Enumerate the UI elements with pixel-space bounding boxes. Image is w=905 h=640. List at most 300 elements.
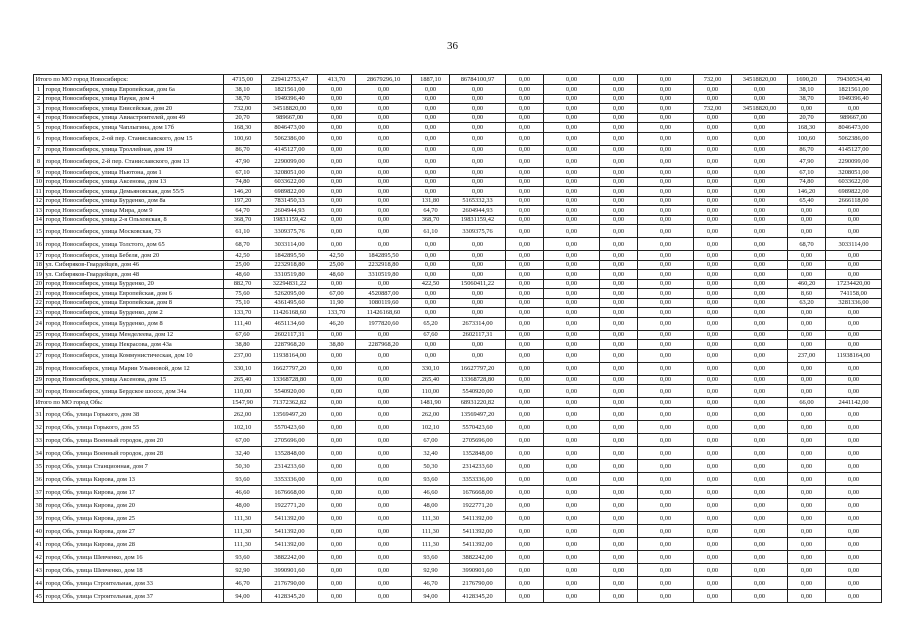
area-cell: 732,00 [694, 104, 732, 114]
cost-cell: 0,00 [732, 460, 788, 473]
cost-cell: 0,00 [732, 238, 788, 251]
cost-cell: 0,00 [356, 196, 412, 206]
area-cell: 146,20 [788, 187, 826, 197]
table-row [34, 187, 882, 197]
cost-cell: 0,00 [356, 132, 412, 145]
cost-cell: 0,00 [544, 577, 600, 590]
area-cell: 0,00 [506, 270, 544, 280]
area-cell: 0,00 [506, 385, 544, 398]
row-number: 18 [35, 261, 42, 269]
area-cell: 368,70 [224, 215, 262, 225]
area-cell: 0,00 [506, 447, 544, 460]
area-cell: 38,10 [224, 85, 262, 95]
area-cell: 0,00 [412, 298, 450, 308]
cost-cell: 0,00 [544, 196, 600, 206]
cost-cell: 0,00 [826, 104, 882, 114]
area-cell: 197,20 [224, 196, 262, 206]
area-cell: 0,00 [600, 486, 638, 499]
cost-cell: 0,00 [544, 512, 600, 525]
cost-cell: 1949396,40 [262, 94, 318, 104]
area-cell: 0,00 [788, 486, 826, 499]
area-cell: 64,70 [224, 206, 262, 216]
cost-cell: 0,00 [638, 577, 694, 590]
address-cell: ул. Сибиряков-Гвардейцев, дом 46 [44, 260, 224, 270]
table-row [34, 206, 882, 216]
cost-cell: 0,00 [638, 590, 694, 603]
area-cell: 8,60 [788, 289, 826, 299]
area-cell: 0,00 [600, 538, 638, 551]
cost-cell: 0,00 [638, 308, 694, 318]
area-cell: 0,00 [694, 525, 732, 538]
area-cell: 732,00 [694, 75, 732, 85]
cost-cell: 0,00 [356, 104, 412, 114]
table-body [34, 75, 882, 603]
area-cell: 0,00 [412, 251, 450, 261]
cost-cell: 2705696,00 [262, 434, 318, 447]
table-row [34, 123, 882, 133]
address-cell: город Новосибирск, улица Менделеева, дом 12 [44, 330, 224, 340]
cost-cell: 0,00 [544, 132, 600, 145]
area-cell: 67,00 [412, 434, 450, 447]
cost-cell: 0,00 [638, 132, 694, 145]
area-cell: 0,00 [600, 473, 638, 486]
cost-cell: 0,00 [356, 447, 412, 460]
area-cell: 0,00 [788, 317, 826, 330]
area-cell: 0,00 [600, 238, 638, 251]
area-cell: 48,60 [224, 270, 262, 280]
area-cell: 0,00 [318, 473, 356, 486]
cost-cell: 2176790,00 [262, 577, 318, 590]
cost-cell: 0,00 [732, 512, 788, 525]
area-cell: 0,00 [600, 132, 638, 145]
cost-cell: 3310519,80 [262, 270, 318, 280]
cost-cell: 0,00 [544, 298, 600, 308]
cost-cell: 1352848,00 [262, 447, 318, 460]
cost-cell: 0,00 [826, 206, 882, 216]
table-row [34, 145, 882, 155]
area-cell: 93,60 [224, 551, 262, 564]
area-cell: 0,00 [318, 512, 356, 525]
area-cell: 0,00 [506, 168, 544, 178]
area-cell: 0,00 [694, 375, 732, 385]
area-cell: 0,00 [694, 260, 732, 270]
area-cell: 0,00 [506, 177, 544, 187]
subtotal-row [34, 398, 882, 408]
area-cell: 0,00 [694, 447, 732, 460]
area-cell: 0,00 [694, 460, 732, 473]
area-cell: 20,70 [224, 113, 262, 123]
area-cell: 265,40 [224, 375, 262, 385]
cost-cell: 0,00 [732, 538, 788, 551]
cost-cell: 32294831,22 [262, 279, 318, 289]
area-cell: 46,60 [224, 486, 262, 499]
cost-cell: 3281336,00 [826, 298, 882, 308]
cost-cell: 0,00 [544, 538, 600, 551]
cost-cell: 0,00 [732, 408, 788, 421]
cost-cell: 0,00 [544, 187, 600, 197]
row-number: 16 [34, 238, 44, 251]
cost-cell: 0,00 [638, 385, 694, 398]
address-cell: город Новосибирск, улица Науки, дом 4 [44, 94, 224, 104]
cost-cell: 34518820,00 [732, 104, 788, 114]
cost-cell: 0,00 [638, 260, 694, 270]
address-cell: город Новосибирск, улица Некрасова, дом 43а [44, 340, 224, 350]
area-cell: 93,60 [224, 473, 262, 486]
area-cell: 102,10 [412, 421, 450, 434]
area-cell: 1547,90 [224, 398, 262, 408]
area-cell: 882,70 [224, 279, 262, 289]
cost-cell: 0,00 [544, 168, 600, 178]
cost-cell: 0,00 [544, 447, 600, 460]
area-cell: 0,00 [506, 512, 544, 525]
address-cell: город Новосибирск, улица Европейская, дом 6 [44, 289, 224, 299]
cost-cell: 0,00 [638, 375, 694, 385]
area-cell: 0,00 [694, 398, 732, 408]
area-cell: 0,00 [506, 298, 544, 308]
cost-cell: 0,00 [826, 317, 882, 330]
cost-cell: 0,00 [638, 460, 694, 473]
area-cell: 0,00 [600, 196, 638, 206]
area-cell: 0,00 [694, 251, 732, 261]
cost-cell: 8046473,00 [826, 123, 882, 133]
area-cell: 368,70 [412, 215, 450, 225]
area-cell: 38,10 [788, 85, 826, 95]
address-cell: город Новосибирск, улица Европейская, дом 8 [44, 298, 224, 308]
area-cell: 0,00 [694, 577, 732, 590]
area-cell: 0,00 [318, 168, 356, 178]
cost-cell: 2176790,00 [450, 577, 506, 590]
area-cell: 74,80 [224, 177, 262, 187]
cost-cell: 0,00 [732, 308, 788, 318]
table-row [34, 225, 882, 238]
cost-cell: 2441142,00 [826, 398, 882, 408]
area-cell: 0,00 [318, 385, 356, 398]
cost-cell: 0,00 [356, 538, 412, 551]
area-cell: 168,30 [788, 123, 826, 133]
cost-cell: 0,00 [450, 260, 506, 270]
area-cell: 92,90 [412, 564, 450, 577]
cost-cell: 11938164,00 [826, 349, 882, 362]
cost-cell: 6033622,00 [826, 177, 882, 187]
table-row [34, 260, 882, 270]
area-cell: 0,00 [694, 499, 732, 512]
table-row [34, 104, 882, 114]
cost-cell: 0,00 [544, 85, 600, 95]
address-cell: город Обь, улица Кирова, дом 25 [44, 512, 224, 525]
area-cell: 66,00 [788, 398, 826, 408]
cost-cell: 0,00 [356, 362, 412, 375]
table-row [34, 340, 882, 350]
area-cell: 0,00 [600, 577, 638, 590]
area-cell: 111,30 [412, 538, 450, 551]
cost-cell: 5411392,00 [262, 525, 318, 538]
area-cell: 68,70 [224, 238, 262, 251]
area-cell: 0,00 [318, 132, 356, 145]
area-cell: 0,00 [506, 421, 544, 434]
area-cell: 0,00 [506, 330, 544, 340]
cost-cell: 17234420,00 [826, 279, 882, 289]
area-cell: 0,00 [318, 499, 356, 512]
cost-cell: 6033622,00 [262, 177, 318, 187]
area-cell: 0,00 [694, 123, 732, 133]
area-cell: 46,70 [224, 577, 262, 590]
cost-cell: 0,00 [450, 155, 506, 168]
cost-cell: 4651134,60 [262, 317, 318, 330]
table-row [34, 251, 882, 261]
area-cell: 0,00 [318, 225, 356, 238]
cost-cell: 0,00 [356, 145, 412, 155]
area-cell: 0,00 [694, 155, 732, 168]
cost-cell: 0,00 [732, 317, 788, 330]
cost-cell: 0,00 [638, 362, 694, 375]
area-cell: 0,00 [506, 196, 544, 206]
row-number: 21 [35, 289, 42, 297]
cost-cell: 0,00 [356, 123, 412, 133]
area-cell: 0,00 [600, 408, 638, 421]
area-cell: 0,00 [694, 486, 732, 499]
cost-cell: 0,00 [450, 113, 506, 123]
cost-cell: 3208051,00 [826, 168, 882, 178]
area-cell: 111,40 [224, 317, 262, 330]
area-cell: 0,00 [600, 460, 638, 473]
cost-cell: 0,00 [544, 486, 600, 499]
area-cell: 0,00 [318, 421, 356, 434]
cost-cell: 0,00 [732, 349, 788, 362]
cost-cell: 0,00 [732, 590, 788, 603]
cost-cell: 2602117,31 [262, 330, 318, 340]
cost-cell: 0,00 [356, 512, 412, 525]
area-cell: 0,00 [788, 447, 826, 460]
area-cell: 0,00 [506, 289, 544, 299]
area-cell: 0,00 [694, 340, 732, 350]
cost-cell: 0,00 [638, 75, 694, 85]
cost-cell: 3353336,00 [450, 473, 506, 486]
area-cell: 0,00 [788, 260, 826, 270]
area-cell: 0,00 [600, 434, 638, 447]
area-cell: 0,00 [600, 375, 638, 385]
row-number: 41 [34, 538, 44, 551]
cost-cell: 5165332,33 [450, 196, 506, 206]
table-row [34, 590, 882, 603]
area-cell: 0,00 [412, 168, 450, 178]
cost-cell: 0,00 [732, 340, 788, 350]
area-cell: 0,00 [600, 94, 638, 104]
cost-cell: 0,00 [826, 385, 882, 398]
cost-cell: 5411392,00 [450, 538, 506, 551]
cost-cell: 0,00 [450, 251, 506, 261]
area-cell: 47,90 [224, 155, 262, 168]
area-cell: 0,00 [506, 187, 544, 197]
area-cell: 0,00 [506, 260, 544, 270]
area-cell: 0,00 [600, 330, 638, 340]
cost-cell: 0,00 [732, 577, 788, 590]
cost-cell: 0,00 [732, 132, 788, 145]
area-cell: 0,00 [506, 551, 544, 564]
address-cell: город Новосибирск, улица Коммунистическая, дом 10 [44, 349, 224, 362]
cost-cell: 0,00 [544, 279, 600, 289]
area-cell: 0,00 [506, 434, 544, 447]
table-row [34, 473, 882, 486]
table-row [34, 238, 882, 251]
row-number: 7 [34, 145, 44, 155]
area-cell: 63,20 [788, 298, 826, 308]
cost-cell: 0,00 [638, 447, 694, 460]
area-cell: 0,00 [788, 551, 826, 564]
area-cell: 0,00 [412, 177, 450, 187]
area-cell: 0,00 [318, 590, 356, 603]
area-cell: 0,00 [600, 564, 638, 577]
area-cell: 0,00 [318, 196, 356, 206]
cost-cell: 0,00 [638, 104, 694, 114]
cost-cell: 0,00 [356, 225, 412, 238]
cost-cell: 0,00 [732, 168, 788, 178]
area-cell: 65,20 [412, 317, 450, 330]
row-number: 10 [35, 178, 42, 186]
area-cell: 0,00 [506, 215, 544, 225]
cost-cell: 0,00 [826, 447, 882, 460]
row-number: 33 [34, 434, 44, 447]
area-cell: 68,70 [788, 238, 826, 251]
cost-cell: 0,00 [826, 590, 882, 603]
area-cell: 0,00 [412, 289, 450, 299]
cost-cell: 0,00 [638, 398, 694, 408]
area-cell: 0,00 [694, 538, 732, 551]
area-cell: 0,00 [318, 349, 356, 362]
address-cell: город Новосибирск, улица Енисейская, дом 20 [44, 104, 224, 114]
area-cell: 94,00 [224, 590, 262, 603]
area-cell: 0,00 [694, 408, 732, 421]
cost-cell: 0,00 [544, 460, 600, 473]
address-cell: город Новосибирск, улица Бурденко, 20 [44, 279, 224, 289]
area-cell: 67,60 [412, 330, 450, 340]
area-cell: 0,00 [506, 145, 544, 155]
cost-cell: 989667,00 [262, 113, 318, 123]
cost-cell: 19831159,42 [262, 215, 318, 225]
area-cell: 0,00 [694, 512, 732, 525]
cost-cell: 5411392,00 [450, 525, 506, 538]
area-cell: 0,00 [694, 270, 732, 280]
address-cell: город Обь, улица Военный городок, дом 28 [44, 447, 224, 460]
cost-cell: 0,00 [356, 460, 412, 473]
cost-cell: 0,00 [544, 270, 600, 280]
table-row [34, 525, 882, 538]
area-cell: 0,00 [694, 132, 732, 145]
cost-cell: 1922771,20 [262, 499, 318, 512]
cost-cell: 0,00 [732, 145, 788, 155]
address-cell: город Обь, улица Горького, дом 55 [44, 421, 224, 434]
area-cell: 0,00 [600, 75, 638, 85]
area-cell: 0,00 [694, 145, 732, 155]
cost-cell: 0,00 [544, 434, 600, 447]
cost-cell: 0,00 [826, 225, 882, 238]
cost-cell: 0,00 [732, 94, 788, 104]
area-cell: 422,50 [412, 279, 450, 289]
cost-cell: 0,00 [356, 94, 412, 104]
cost-cell: 0,00 [638, 289, 694, 299]
area-cell: 0,00 [506, 251, 544, 261]
area-cell: 133,70 [224, 308, 262, 318]
area-cell: 0,00 [412, 104, 450, 114]
cost-cell: 0,00 [732, 279, 788, 289]
area-cell: 0,00 [788, 434, 826, 447]
area-cell: 0,00 [694, 434, 732, 447]
cost-cell: 4520887,00 [356, 289, 412, 299]
cost-cell: 0,00 [826, 308, 882, 318]
cost-cell: 989667,00 [826, 113, 882, 123]
cost-cell: 0,00 [638, 187, 694, 197]
area-cell: 133,70 [318, 308, 356, 318]
cost-cell: 0,00 [826, 460, 882, 473]
address-cell: город Новосибирск, улица Бурденко, дом 8 [44, 317, 224, 330]
area-cell: 0,00 [694, 564, 732, 577]
area-cell: 0,00 [694, 225, 732, 238]
area-cell: 46,60 [412, 486, 450, 499]
cost-cell: 0,00 [732, 564, 788, 577]
area-cell: 0,00 [318, 564, 356, 577]
cost-cell: 0,00 [732, 486, 788, 499]
cost-cell: 0,00 [544, 317, 600, 330]
cost-cell: 0,00 [638, 113, 694, 123]
cost-cell: 0,00 [356, 499, 412, 512]
cost-cell: 0,00 [638, 564, 694, 577]
area-cell: 0,00 [506, 375, 544, 385]
cost-cell: 0,00 [544, 177, 600, 187]
cost-cell: 0,00 [732, 123, 788, 133]
subtotal-row [34, 75, 882, 85]
area-cell: 0,00 [694, 298, 732, 308]
cost-cell: 68931220,82 [450, 398, 506, 408]
table-row [34, 538, 882, 551]
area-cell: 67,60 [224, 330, 262, 340]
area-cell: 0,00 [506, 349, 544, 362]
cost-cell: 0,00 [732, 499, 788, 512]
cost-cell: 4361495,60 [262, 298, 318, 308]
row-number: 36 [34, 473, 44, 486]
area-cell: 0,00 [600, 525, 638, 538]
cost-cell: 0,00 [732, 155, 788, 168]
cost-cell: 0,00 [826, 486, 882, 499]
cost-cell: 1842895,50 [356, 251, 412, 261]
area-cell: 75,10 [224, 298, 262, 308]
cost-cell: 0,00 [450, 132, 506, 145]
area-cell: 0,00 [694, 215, 732, 225]
area-cell: 1690,20 [788, 75, 826, 85]
cost-cell: 0,00 [450, 340, 506, 350]
row-number: 31 [34, 408, 44, 421]
cost-cell: 0,00 [732, 421, 788, 434]
table-row [34, 177, 882, 187]
area-cell: 413,70 [318, 75, 356, 85]
area-cell: 67,10 [224, 168, 262, 178]
row-number: 35 [34, 460, 44, 473]
cost-cell: 0,00 [544, 215, 600, 225]
table-row [34, 330, 882, 340]
area-cell: 38,80 [318, 340, 356, 350]
cost-cell: 0,00 [450, 94, 506, 104]
cost-cell: 1922771,20 [450, 499, 506, 512]
area-cell: 0,00 [600, 177, 638, 187]
address-cell: город Новосибирск, улица Толстого, дом 65 [44, 238, 224, 251]
cost-cell: 1676668,00 [450, 486, 506, 499]
area-cell: 146,20 [224, 187, 262, 197]
cost-cell: 0,00 [638, 340, 694, 350]
table-row [34, 94, 882, 104]
area-cell: 0,00 [788, 408, 826, 421]
area-cell: 0,00 [600, 215, 638, 225]
cost-cell: 0,00 [544, 525, 600, 538]
cost-cell: 86784100,97 [450, 75, 506, 85]
area-cell: 0,00 [318, 123, 356, 133]
